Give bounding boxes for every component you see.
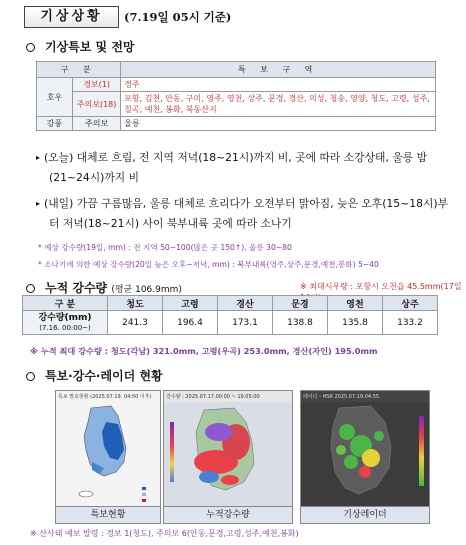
caption-warning-map: 특보현황: [55, 507, 161, 524]
warning-areas: 경주: [121, 78, 436, 92]
warning-group-rain: 호우: [37, 78, 73, 117]
caption-rainfall-map: 누적강수량: [163, 507, 293, 524]
warning-header-category: 구 분: [37, 62, 121, 78]
triangle-bullet-icon: ▸: [36, 153, 41, 162]
warning-map-header: 특보 발효현황 (2025.07.19. 04:50 이후): [58, 394, 152, 400]
radar-map: [301, 402, 430, 507]
warning-group-wind: 강풍: [37, 117, 73, 131]
rainfall-map-header: 강수량 : 2025.07.17.00:00 ~ 19.05:00: [166, 394, 260, 400]
circle-bullet-icon: [26, 372, 35, 381]
section-warnings-title: 기상특보 및 전망: [26, 38, 135, 55]
rain-value-cell: 138.8: [273, 311, 328, 335]
warning-areas: 울릉: [121, 117, 436, 131]
rain-forecast-note: * 예상 강수량(19일, mm) : 전 지역 50~100(많은 곳 150↑), 울릉 30~80: [38, 243, 292, 252]
warning-header-area: 특 보 구 역: [121, 62, 436, 78]
rain-row-period: (7.16. 00:00~): [39, 323, 91, 332]
warning-level: 경보(1): [73, 78, 121, 92]
circle-bullet-icon: [26, 43, 35, 52]
circle-bullet-icon: [26, 284, 35, 293]
caption-radar: 기상레이더: [300, 507, 430, 524]
max-accumulated-rain-note: ※ 누적 최대 강수량 : 청도(각남) 321.0mm, 고령(우곡) 253.0mm, 경산(자인) 195.0mm: [30, 346, 378, 356]
rain-value-cell: 241.3: [108, 311, 163, 335]
rain-value-cell: 173.1: [218, 311, 273, 335]
forecast-today: ▸ (오늘) 대체로 흐림, 전 지역 저녁(18~21시)까지 비, 곳에 따라 소강상태, 울릉 밤(21~24시)까지 비: [36, 151, 428, 184]
korea-warning-map: [56, 402, 161, 507]
warning-table: [36, 61, 436, 131]
rain-header-cell: 문경: [273, 296, 328, 311]
rain-header-cell: 청도: [108, 296, 163, 311]
section-rainfall-title: 누적 강수량 (평균 106.9mm): [26, 279, 182, 296]
triangle-bullet-icon: ▸: [36, 199, 41, 208]
rain-header-cell: 고령: [163, 296, 218, 311]
radar-image: [300, 390, 430, 507]
section-maps-title: 특보·강수·레이더 현황: [26, 367, 163, 384]
rain-row-label: [23, 311, 108, 335]
rain-row-label-text: 강수량(mm): [38, 312, 92, 323]
warning-level: 주의보: [73, 117, 121, 131]
rainfall-table: [22, 295, 438, 335]
rain-header-cell: 영천: [328, 296, 383, 311]
max-hourly-rain: ※ 최대시우량 : 포항시 오천읍 45.5mm(17일: [300, 282, 462, 291]
warning-level: 주의보(18): [73, 92, 121, 117]
rain-value-cell: 196.4: [163, 311, 218, 335]
average-rainfall: (평균 106.9mm): [111, 285, 182, 295]
shower-forecast-note: * 소나기에 의한 예상 강수량(20일 늦은 오후~저녁, mm) : 북부내륙(영주,상주,문경,예천,봉화) 5~40: [38, 260, 379, 269]
rain-header-first: 구 분: [23, 296, 108, 311]
rainfall-distribution-map: [164, 402, 293, 507]
warning-areas: 포항, 김천, 안동, 구미, 영주, 영천, 상주, 문경, 경산, 의성, 청송, 영양, 청도, 고령, 성주, 칠곡, 예천, 봉화, 북동산지: [121, 92, 436, 117]
page-title: 기상상황: [24, 6, 119, 28]
rain-value-cell: 133.2: [383, 311, 438, 335]
landslide-warning-note: ※ 산사태 예보 발령 : 경보 1(청도), 주의보 6(안동,문경,고령,성주,예천,봉화): [30, 529, 299, 538]
forecast-tomorrow: ▸ (내일) 가끔 구름많음, 울릉 대체로 흐리다가 오전부터 맑아짐, 늦은 오후(15~18시)부터 저녁(18~21시) 사이 북부내륙 곳에 따라 소나기: [36, 197, 449, 230]
reference-time: (7.19일 05시 기준): [124, 10, 232, 24]
rain-value-cell: 135.8: [328, 311, 383, 335]
rain-header-cell: 상주: [383, 296, 438, 311]
rainfall-map-image: [163, 390, 293, 507]
warning-map-image: [55, 390, 161, 507]
radar-header: 레이더 - HSR 2025.07.19.04:55: [303, 394, 380, 400]
rain-header-cell: 경산: [218, 296, 273, 311]
